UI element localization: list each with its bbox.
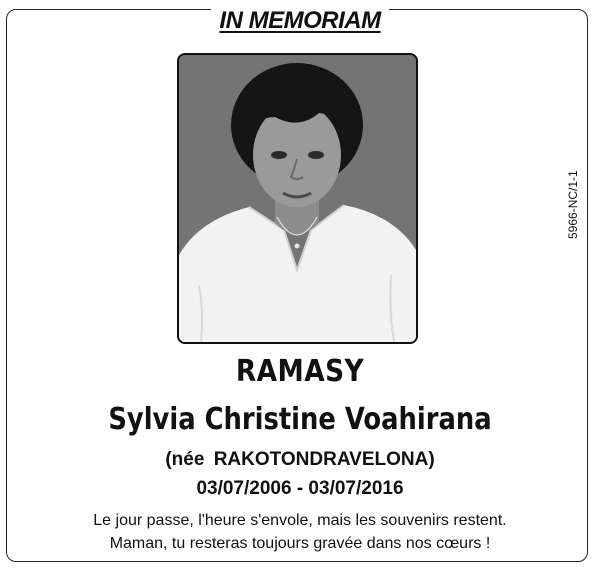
maiden-name: (née RAKOTONDRAVELONA): [165, 449, 435, 470]
message-line-2: Maman, tu resteras toujours gravée dans nos cœurs !: [109, 535, 491, 552]
portrait-photo: [177, 53, 418, 344]
given-names: Sylvia Christine Voahirana: [108, 402, 492, 437]
reference-code: 5966-NC/1-1: [566, 170, 580, 240]
surname: RAMASY: [235, 354, 365, 389]
message-line-1: Le jour passe, l'heure s'envole, mais les souvenirs restent.: [93, 512, 507, 529]
portrait-icon: [179, 55, 416, 342]
heading-title: [0, 7, 600, 35]
heading-text: IN MEMORIAM: [219, 7, 381, 34]
memorial-dates: 03/07/2006 - 03/07/2016: [196, 478, 404, 499]
